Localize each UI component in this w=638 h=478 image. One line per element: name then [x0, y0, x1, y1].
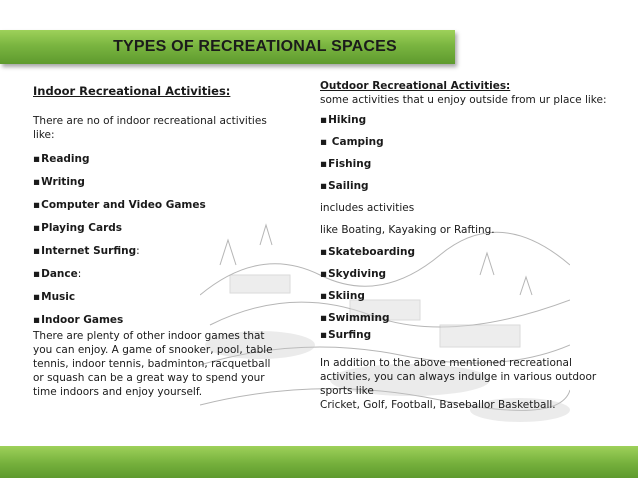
includes-text: includes activities: [320, 202, 415, 214]
outdoor-intro: some activities that u enjoy outside from ur place like:: [320, 94, 607, 106]
list-item: ▪ Dance:: [33, 267, 283, 281]
indoor-column: [33, 80, 283, 399]
list-item: ▪ Sailing: [320, 179, 610, 193]
list-item: ▪ Playing Cards: [33, 221, 283, 235]
list-item: ▪ Camping: [320, 135, 610, 149]
indoor-heading: Indoor Recreational Activities:: [33, 84, 231, 98]
list-item: ▪ Skateboarding: [320, 245, 610, 259]
like-text: like Boating, Kayaking or Rafting.: [320, 224, 495, 236]
list-item: ▪ Skydiving: [320, 267, 610, 281]
list-item: ▪ Fishing: [320, 157, 610, 171]
list-item: ▪ Hiking: [320, 113, 610, 127]
list-item: ▪ Internet Surfing:: [33, 244, 283, 258]
list-item: ▪ Reading: [33, 152, 283, 166]
list-item: ▪ Swimming: [320, 311, 610, 325]
indoor-intro: There are no of indoor recreational activities like:: [33, 115, 267, 141]
indoor-paragraph: There are plenty of other indoor games that you can enjoy. A game of snooker, pool, table tennis, indoor tennis, badminton, racquetball or squash can be a great way to spend your time indoors and enjoy yourself.: [33, 330, 273, 398]
closing-text: In addition to the above mentioned recreational activities, you can always indulge in various outdoor sports like: [320, 357, 597, 397]
outdoor-column: [320, 79, 610, 412]
list-item: ▪ Skiing: [320, 289, 610, 303]
list-item: ▪ Surfing: [320, 328, 610, 342]
list-item: ▪ Music: [33, 290, 283, 304]
footer-band: [0, 446, 638, 478]
outdoor-heading: Outdoor Recreational Activities:: [320, 80, 511, 92]
sports-text: Cricket, Golf, Football, Baseballor Basketball.: [320, 399, 556, 411]
list-item: ▪ Writing: [33, 175, 283, 189]
list-item: ▪ Computer and Video Games: [33, 198, 283, 212]
title-band: [0, 30, 455, 64]
slide-title: TYPES OF RECREATIONAL SPACES: [113, 38, 397, 55]
list-item: ▪ Indoor Games: [33, 313, 283, 327]
